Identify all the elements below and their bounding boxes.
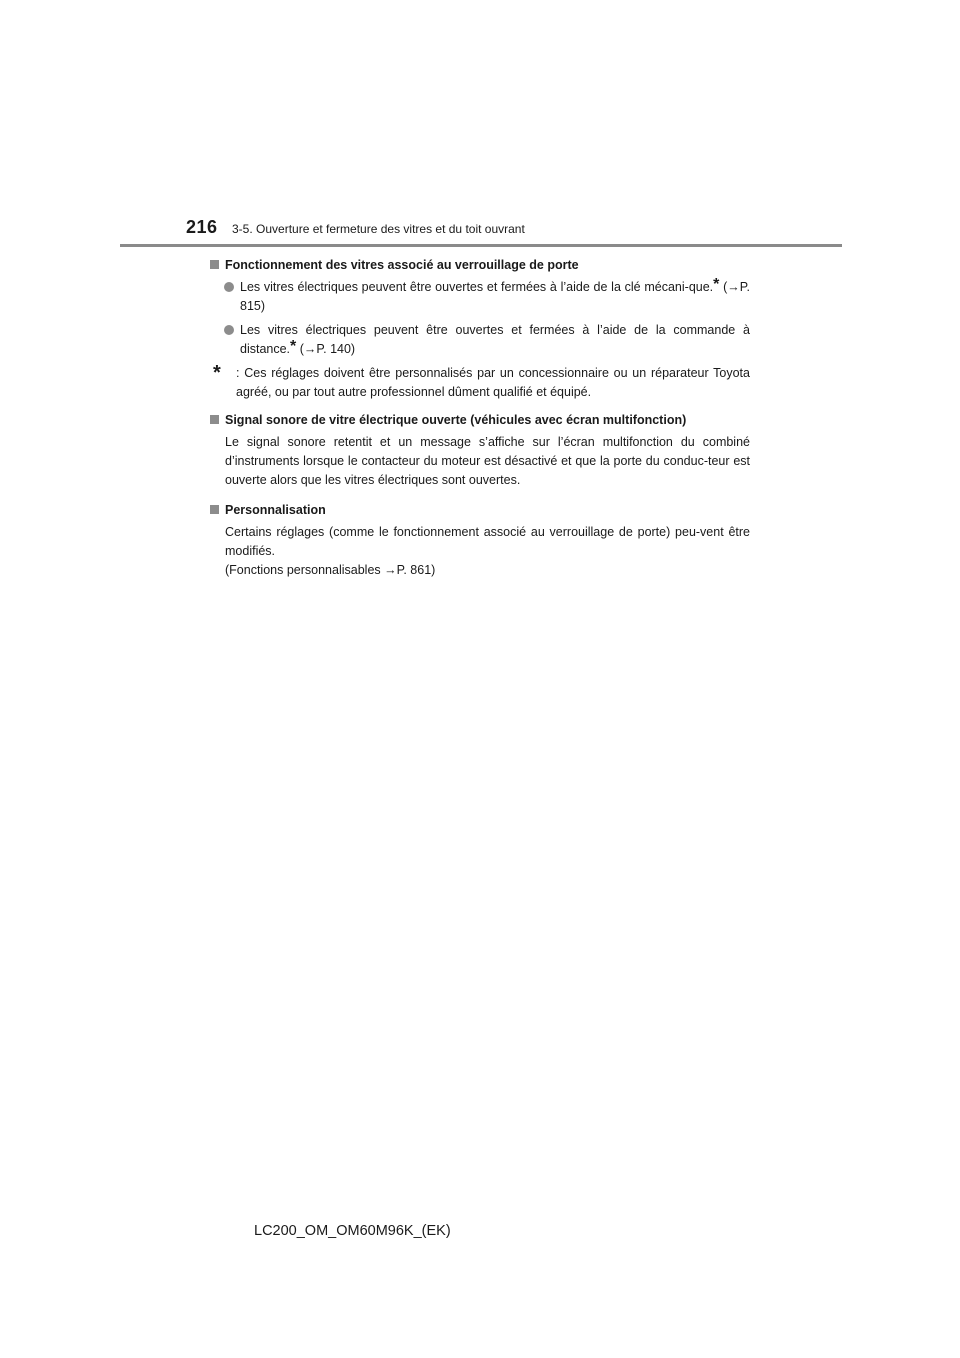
square-bullet-icon xyxy=(210,260,219,269)
square-bullet-icon xyxy=(210,505,219,514)
section-window-lock xyxy=(210,256,750,402)
footnote xyxy=(210,364,750,402)
bullet-item xyxy=(210,278,750,316)
circle-bullet-icon xyxy=(224,282,234,292)
section-heading xyxy=(210,501,750,520)
circle-bullet-icon xyxy=(224,325,234,335)
page-content xyxy=(210,256,750,591)
section-heading xyxy=(210,411,750,430)
asterisk-marker: * xyxy=(290,338,297,355)
page-reference: (→P. 140) xyxy=(296,342,356,356)
page-number: 216 xyxy=(186,217,218,237)
section-title: 3-5. Ouverture et fermeture des vitres et du toit ouvrant xyxy=(232,222,525,236)
page-reference: (→P. 815) xyxy=(240,280,750,313)
heading-text: Fonctionnement des vitres associé au verrouillage de porte xyxy=(225,258,579,272)
section-body: Le signal sonore retentit et un message s’affiche sur l’écran multifonction du combiné d’instruments lorsque le contacteur du moteur est désactivé et que la porte du conduc-teur est ouverte alors que les vitres électriques sont ouvertes. xyxy=(225,435,750,487)
document-code: LC200_OM_OM60M96K_(EK) xyxy=(254,1223,451,1239)
bullet-item xyxy=(210,321,750,359)
body-reference-line: (Fonctions personnalisables →P. 861) xyxy=(225,563,436,577)
footnote-text: : Ces réglages doivent être personnalisés par un concessionnaire ou un réparateur Toyota agréé, ou par tout autre professionnel dûment qualifié et équipé. xyxy=(236,366,750,399)
heading-text: Personnalisation xyxy=(225,503,326,517)
bullet-text: Les vitres électriques peuvent être ouvertes et fermées à l’aide de la commande à distance. xyxy=(240,323,750,356)
footnote-marker: * xyxy=(213,362,221,384)
square-bullet-icon xyxy=(210,415,219,424)
body-line: Certains réglages (comme le fonctionnement associé au verrouillage de porte) peu-vent être modifiés. xyxy=(225,525,750,558)
heading-text: Signal sonore de vitre électrique ouverte (véhicules avec écran multifonction) xyxy=(225,413,687,427)
section-heading xyxy=(210,256,750,275)
section-customization xyxy=(210,501,750,580)
bullet-text: Les vitres électriques peuvent être ouvertes et fermées à l’aide de la clé mécani-que. xyxy=(240,280,714,294)
section-open-window-buzzer xyxy=(210,411,750,490)
header-rule xyxy=(120,244,842,247)
section-body xyxy=(210,523,750,580)
asterisk-marker: * xyxy=(713,276,720,293)
